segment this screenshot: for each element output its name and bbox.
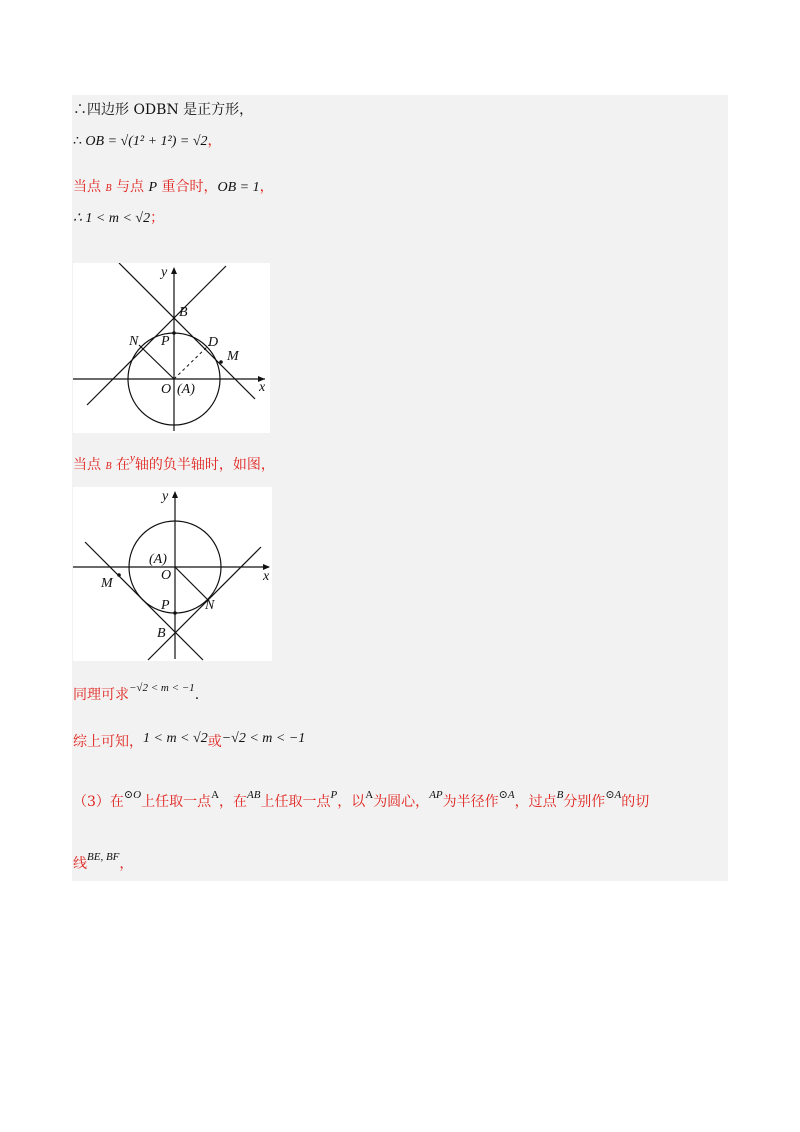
fig1-label-n: N <box>129 334 139 349</box>
fig1-label-y: y <box>161 265 168 280</box>
figure-2 <box>73 487 272 661</box>
fig1-label-p: P <box>161 334 170 349</box>
fig1-label-d: D <box>208 335 219 350</box>
text-line-4: ∴ 1 < m < √2； <box>73 210 165 226</box>
fig2-label-x: x <box>263 569 270 584</box>
text-line-1 <box>73 99 253 119</box>
fig1-label-b: B <box>179 305 188 320</box>
figure-1 <box>73 263 270 433</box>
fig1-label-m: M <box>227 349 239 364</box>
m-range-final-positive: 1 < m < √2 <box>143 731 208 746</box>
m-range-positive: ∴ 1 < m < √2 <box>73 211 151 226</box>
m-range-negative: −√2 < m < −1 <box>129 682 195 694</box>
square-conclusion: ∴四边形 ODBN 是正方形， <box>73 102 254 118</box>
text-line-7: 综上可知，1 < m < √2或−√2 < m < −1 <box>73 731 306 750</box>
fig2-label-n: N <box>205 598 215 613</box>
text-line-2: ∴ OB = √(1² + 1²) = √2， <box>73 133 222 149</box>
fig2-label-a: (A) <box>149 552 167 567</box>
text-line-8: （3）在$^{⊙O}$上任取一点$^A$，在$^{AB}$上任取一点$^P$，以$^A$为圆心，$^{AP}$为半径作$^{⊙A}$，过点$^B$分别作$^{⊙A}$的切 <box>73 789 650 810</box>
fig2-label-p: P <box>161 598 170 613</box>
fig1-label-a: (A) <box>177 382 195 397</box>
fig1-label-x: x <box>259 380 266 395</box>
fig2-label-y: y <box>162 489 169 504</box>
ob-equals-one: OB = 1 <box>217 180 260 195</box>
m-range-final-negative: −√2 < m < −1 <box>221 731 306 746</box>
ob-equation: OB = √(1² + 1²) = √2 <box>85 134 208 149</box>
text-line-9: 线$^{BE, BF}$， <box>73 851 134 872</box>
fig1-label-o: O <box>161 382 172 397</box>
fig2-label-o: O <box>161 568 172 583</box>
fig2-label-m: M <box>101 576 113 591</box>
text-line-6: 同理可求$^{-√2 < m < -1}$. <box>73 682 200 703</box>
fig2-label-b: B <box>157 626 166 641</box>
text-line-3: 当点 B 与点 P 重合时，OB = 1， <box>73 179 274 195</box>
text-line-5: 当点 B 在$^y$轴的负半轴时，如图， <box>73 452 275 473</box>
